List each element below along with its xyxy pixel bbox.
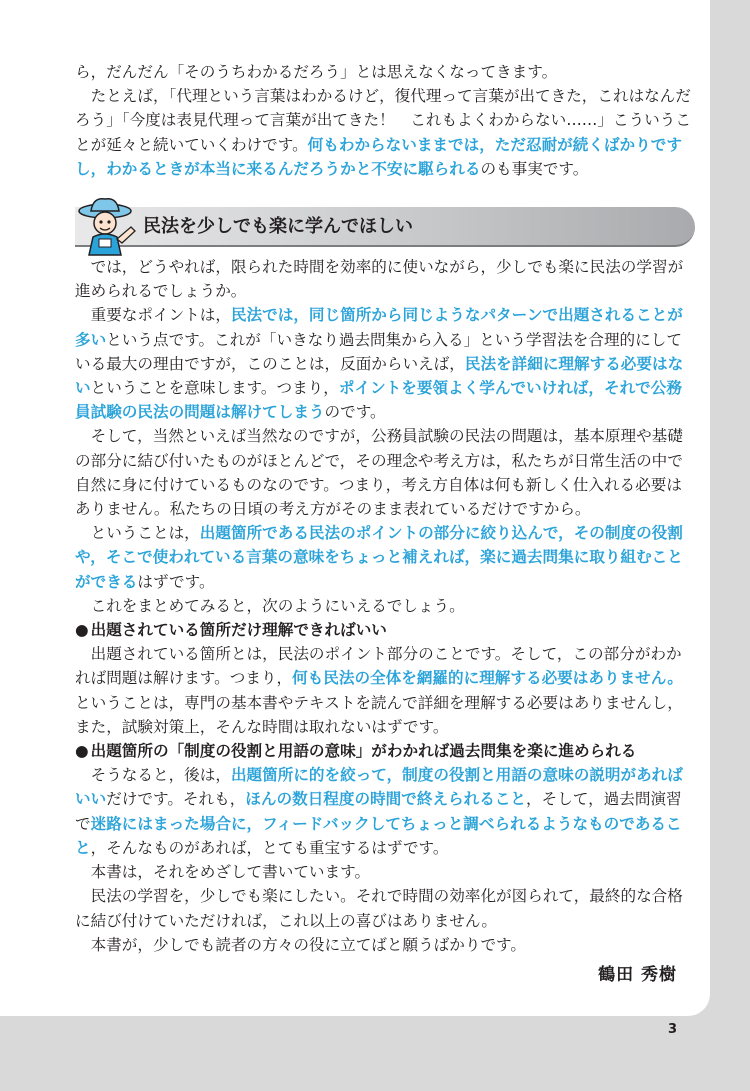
body-text: ら，だんだん「そのうちわかるだろう」とは思えなくなってきます。 [75,63,558,81]
page-number: 3 [668,1022,678,1037]
paragraph [75,691,695,739]
paragraph [75,933,695,957]
highlighted-text: ポイントを要領よく学んでいければ，それで公務員試験の民法の問題は解けてしまう [75,379,682,422]
paragraph [75,763,695,860]
bullet-2-body [75,763,695,957]
body-text: 重要なポイントは， [90,306,231,325]
paragraph [75,594,695,618]
body-text: ということを意味します。つまり， [90,379,339,398]
paragraph [75,255,695,303]
highlighted-text: 民法を詳細に理解する必要はない [75,354,684,398]
body-text: たとえば，「代理という言葉はわかるけど，復代理って言葉が出てきた，これはなんだろう」「今度は表見代理って言葉が出てきた！ これもよくわからない……」こういうことが延々と続いていくわけです。 [75,87,691,154]
highlighted-text: 何も民法の全体を網羅的に理解する必要はありません。 [292,669,683,688]
paragraph [75,884,695,932]
body-text: ，そんなものがあれば，とても重宝するはずです。 [90,838,449,857]
section-banner [75,197,695,253]
body-text: では，どうやれば，限られた時間を効率的に使いながら，少しでも楽に民法の学習が進められるでしょうか。 [75,258,684,301]
author-signature: 鶴田 秀樹 [598,964,677,985]
bullet-heading-2 [75,739,695,763]
bullet-marker: ● [75,742,89,761]
body-text: ，そして，過去問演習で [75,790,682,833]
bullet-1-body [75,642,695,739]
bullet-heading-1 [75,618,695,642]
intro-text [75,60,695,181]
paragraph [75,84,695,181]
body-text: という点です。これが「いきなり過去問集から入る」という学習法を合理的にしている最大の理由ですが，このことは，反面からいえば， [75,330,682,373]
body-text: 本書は，それをめざして書いています。 [90,863,371,882]
body-text: そうなると，後は， [90,766,231,785]
body-text: これをまとめてみると，次のようにいえるでしょう。 [90,596,465,615]
highlighted-text: 出題箇所である民法のポイントの部分に絞り込んで，その制度の役割や，そこで使われている言葉の意味をちょっと補えれば，楽に過去問集に取り組むことができる [75,524,683,591]
highlighted-text: 何もわからないままでは，ただ忍耐が続くばかりですし，わかるときが本当に来るんだろうかと不安に駆られる [75,135,682,178]
body-text: 民法の学習を，少しでも楽にしたい。それで時間の効率化が図られて，最終的な合格に結び付けていただければ，これ以上の喜びはありません。 [75,887,683,930]
paragraph [75,424,695,521]
body-text: 本書が，少しでも読者の方々の役に立てばと願うばかりです。 [90,935,526,954]
paragraph [75,60,695,84]
paragraph [75,303,695,424]
body-text: だけです。それも， [106,790,246,809]
body-text: そして，当然といえば当然なのですが，公務員試験の民法の問題は，基本原理や基礎の部分に結び付いたものがほとんどで，その理念や考え方は，私たちが日常生活の中で自然に身に付けているものなのです。つまり，考え方自体は何も新しく仕入れる必要はありません。私たちの日頃の考え方がそのまま表れているだけですから。 [75,427,683,519]
paragraph [75,642,695,690]
paragraph [75,860,695,884]
bullet-heading-1-text: 出題されている箇所だけ理解できればいい [90,621,387,640]
body-text: ということは， [90,524,200,543]
highlighted-text: ほんの数日程度の時間で終えられること [245,790,527,809]
bullet-marker: ● [75,621,89,640]
body-text: のです。 [324,403,386,422]
body-text: 出題されている箇所とは，民法のポイント部分のことです。そして，この部分がわかれば問題は解けます。つまり， [75,645,682,688]
section-title: 民法を少しでも楽に学んでほしい [143,216,413,238]
bullet-heading-2-text: 出題箇所の「制度の役割と用語の意味」がわかれば過去問集を楽に進められる [90,742,637,761]
body-text: のも事実です。 [480,159,589,178]
page-content [75,60,695,987]
body-text: ということは，専門の基本書やテキストを読んで詳細を理解する必要はありませんし，また，試験対策上，そんな時間は取れないはずです。 [75,693,683,736]
main-text [75,255,695,618]
body-text: はずです。 [137,572,215,591]
highlighted-text: 民法では，同じ箇所から同じようなパターンで出題されることが多い [75,306,683,349]
cowboy-mascot-icon [75,197,139,257]
highlighted-text: 出題箇所に的を絞って，制度の役割と用語の意味の説明があればいい [75,766,683,809]
highlighted-text: 迷路にはまった場合に，フィードバックしてちょっと調べられるようなものであること [75,814,682,857]
paragraph [75,521,695,594]
